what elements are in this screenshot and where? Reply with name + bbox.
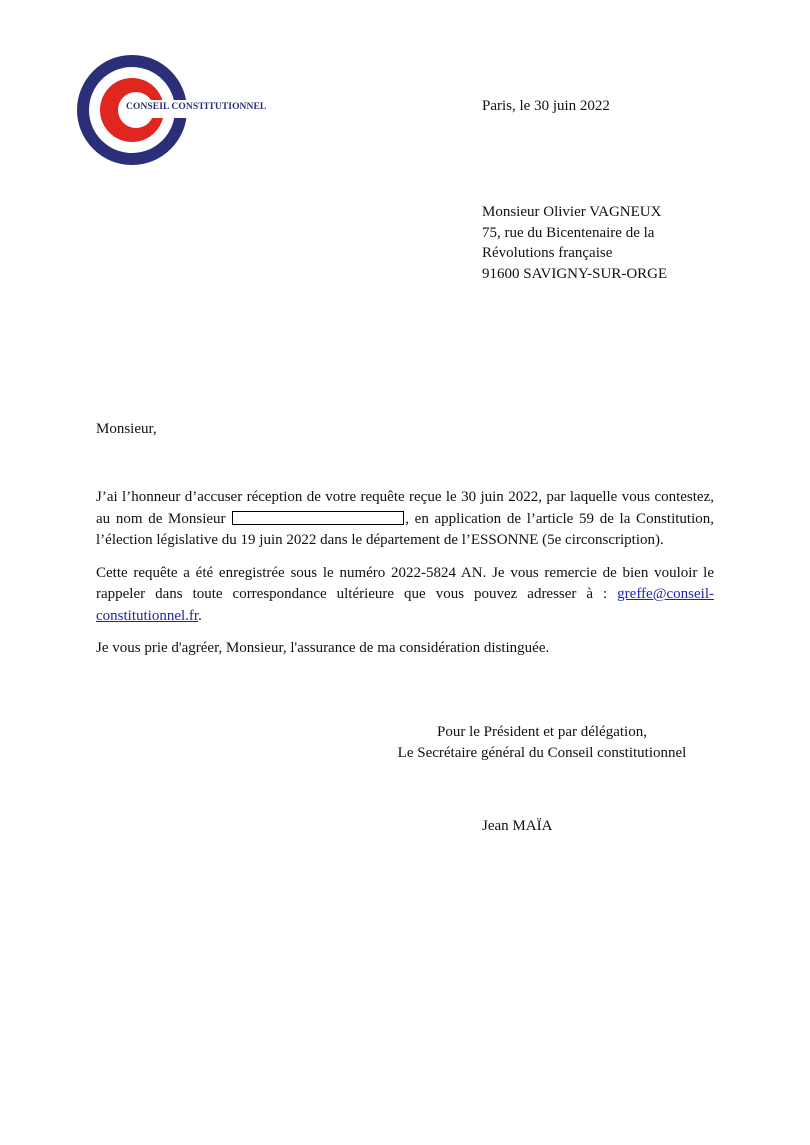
paragraph-acknowledgement xyxy=(96,487,714,552)
paragraph-text: J’ai l’honneur d’accuser réception de votre requête reçue le 30 juin 2022, par laquelle vous contestez, au nom de Monsieur xyxy=(96,489,714,527)
recipient-address xyxy=(482,202,667,284)
conseil-constitutionnel-logo xyxy=(76,54,276,166)
paragraph-courtesy: Je vous prie d'agréer, Monsieur, l'assurance de ma considération distinguée. xyxy=(96,640,550,656)
paragraph-registration xyxy=(96,563,714,628)
logo-text: CONSEIL CONSTITUTIONNEL xyxy=(126,102,267,112)
paragraph-text: Cette requête a été enregistrée sous le numéro 2022-5824 AN. Je vous remercie de bien vouloir le rappeler dans toute correspondance ultérieure que vous pouvez adresser à : xyxy=(96,564,714,602)
redacted-name-box xyxy=(232,511,404,525)
closing-line: Le Secrétaire général du Conseil constitutionnel xyxy=(397,744,687,761)
closing-block xyxy=(384,722,700,763)
address-line: Monsieur Olivier VAGNEUX xyxy=(482,204,662,220)
closing-line: Pour le Président et par délégation, xyxy=(437,724,647,740)
paragraph-end: . xyxy=(198,607,202,624)
address-line: 75, rue du Bicentenaire de la xyxy=(482,224,655,241)
address-line: Révolutions française xyxy=(482,245,613,261)
letter-date: Paris, le 30 juin 2022 xyxy=(482,98,610,114)
email-link[interactable]: greffe@conseil-constitutionnel.fr xyxy=(96,586,714,624)
address-line: 91600 SAVIGNY-SUR-ORGE xyxy=(482,265,668,282)
letter-body xyxy=(96,487,714,660)
salutation: Monsieur, xyxy=(96,421,157,437)
signature-name: Jean MAÏA xyxy=(482,818,553,834)
paragraph-text: , en application de l’article 59 de la Constitution, l’élection législative du 19 juin 2022 dans le département de l’ESSONNE (5e circonscription). xyxy=(96,510,714,548)
